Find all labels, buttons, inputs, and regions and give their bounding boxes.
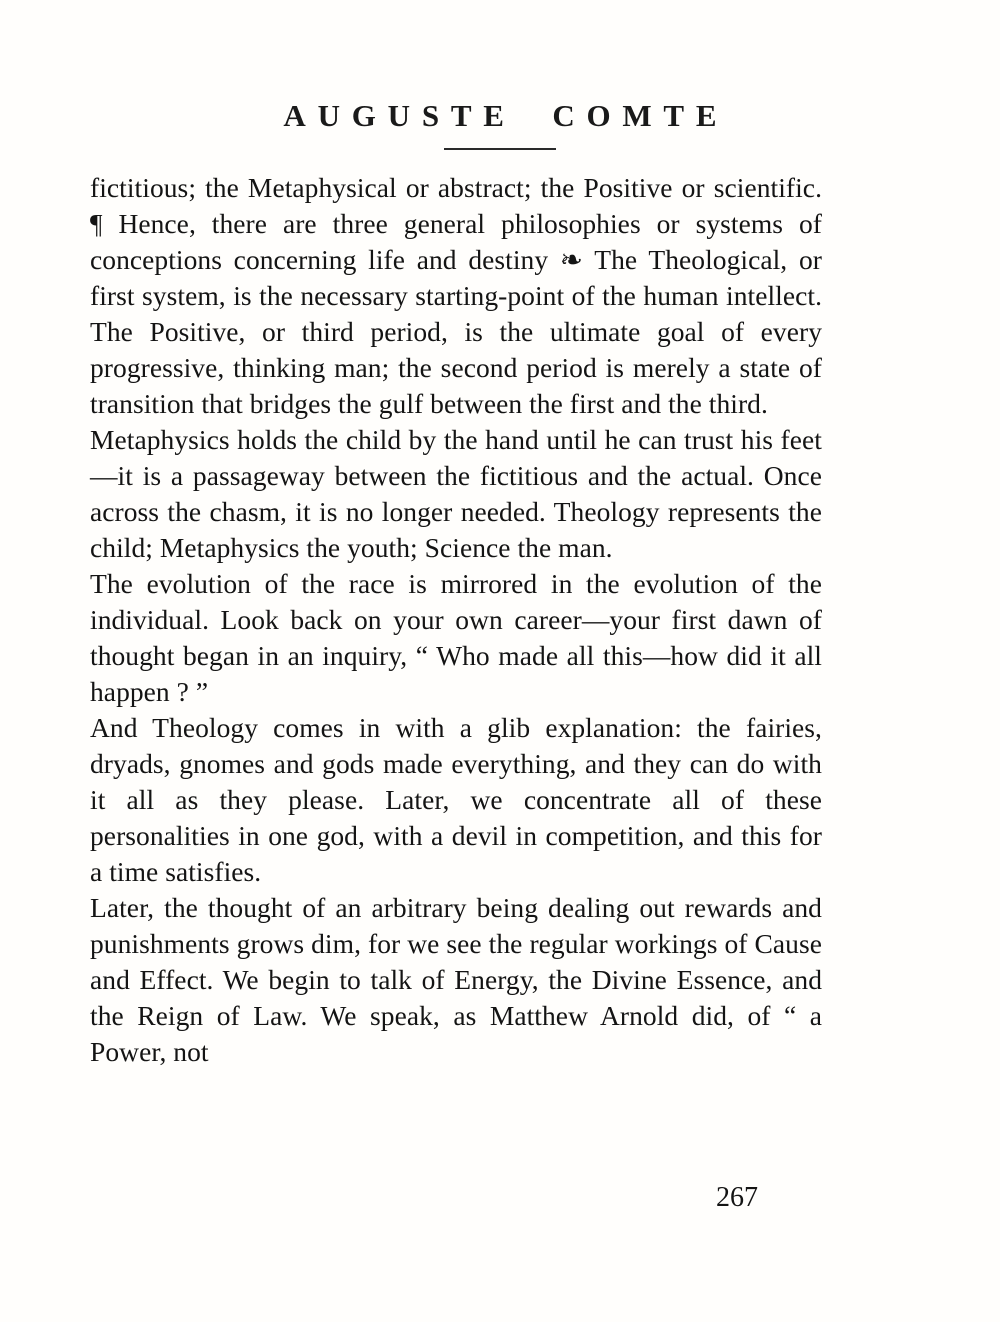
body-paragraph: Later, the thought of an arbitrary being dealing out rewards and punishments grows dim, for we see the regular workings of Cause and Effect. We begin to talk of Energy, the Divine Essence, and the Reign of Law. We speak, as Matthew Arnold did, of “ a Power, not — [90, 892, 822, 1067]
title-rule — [444, 148, 556, 150]
body-paragraph: The evolution of the race is mirrored in the evolution of the individual. Look back on your own career—your first dawn of thought began in an inquiry, “ Who made all this—how did it all happen ? ” — [90, 568, 822, 707]
body-paragraph: Metaphysics holds the child by the hand until he can trust his feet—it is a passageway between the fictitious and the actual. Once across the chasm, it is no longer needed. Theology represents the child; Metaphysics the youth; Science the man. — [90, 424, 822, 563]
body-text — [90, 170, 822, 1070]
body-paragraph: And Theology comes in with a glib explanation: the fairies, dryads, gnomes and gods made everything, and they can do with it all as they please. Later, we concentrate all of these personalities in one god, with a devil in competition, and this for a time satisfies. — [90, 712, 822, 887]
page-number: 267 — [716, 1182, 758, 1213]
body-paragraph: fictitious; the Metaphysical or abstract; the Positive or scientific. ¶ Hence, there are three general philosophies or systems of conceptions concerning life and destiny ❧ The Theological, or first system, is the necessary starting-point of the human intellect. The Positive, or third period, is the ultimate goal of every progressive, thinking man; the second period is merely a state of transition that bridges the gulf between the first and the third. — [90, 172, 822, 419]
page-title: AUGUSTE COMTE — [283, 98, 729, 133]
